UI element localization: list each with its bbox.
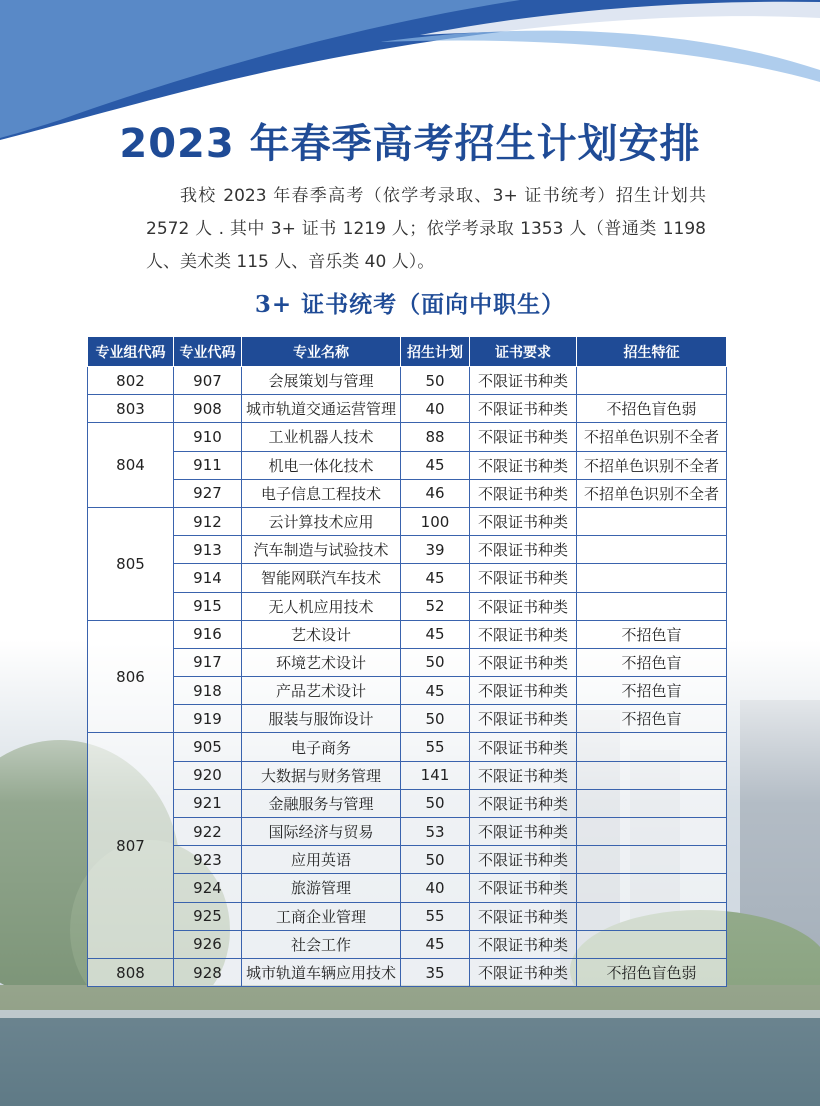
plan-count-cell: 45 (401, 620, 470, 648)
table-row (88, 705, 727, 733)
major-name-cell: 工商企业管理 (242, 902, 401, 930)
table-row (88, 874, 727, 902)
table-row (88, 507, 727, 535)
major-code-cell: 923 (174, 846, 242, 874)
feature-cell (577, 733, 727, 761)
major-code-cell: 908 (174, 395, 242, 423)
major-name-cell: 应用英语 (242, 846, 401, 874)
cert-requirement-cell: 不限证书种类 (470, 367, 577, 395)
plan-count-cell: 55 (401, 733, 470, 761)
cert-requirement-cell: 不限证书种类 (470, 677, 577, 705)
group-code-cell: 805 (88, 507, 174, 620)
major-name-cell: 艺术设计 (242, 620, 401, 648)
plan-count-cell: 40 (401, 395, 470, 423)
table-header-row (88, 337, 727, 367)
plan-count-cell: 50 (401, 648, 470, 676)
table-row (88, 451, 727, 479)
header-major-name: 专业名称 (242, 337, 401, 367)
plan-count-cell: 39 (401, 536, 470, 564)
cert-requirement-cell: 不限证书种类 (470, 930, 577, 958)
plan-count-cell: 50 (401, 789, 470, 817)
cert-requirement-cell: 不限证书种类 (470, 902, 577, 930)
major-name-cell: 国际经济与贸易 (242, 818, 401, 846)
feature-cell (577, 818, 727, 846)
feature-cell (577, 761, 727, 789)
major-name-cell: 旅游管理 (242, 874, 401, 902)
plan-count-cell: 46 (401, 479, 470, 507)
feature-cell: 不招单色识别不全者 (577, 451, 727, 479)
major-code-cell: 926 (174, 930, 242, 958)
plan-count-cell: 40 (401, 874, 470, 902)
plan-count-cell: 50 (401, 846, 470, 874)
major-code-cell: 911 (174, 451, 242, 479)
table-row (88, 648, 727, 676)
major-code-cell: 922 (174, 818, 242, 846)
cert-requirement-cell: 不限证书种类 (470, 620, 577, 648)
section-subtitle: 3+ 证书统考（面向中职生） (254, 291, 566, 318)
group-code-cell: 807 (88, 733, 174, 959)
cert-requirement-cell: 不限证书种类 (470, 761, 577, 789)
major-code-cell: 924 (174, 874, 242, 902)
table-row (88, 789, 727, 817)
major-name-cell: 工业机器人技术 (242, 423, 401, 451)
plan-count-cell: 100 (401, 507, 470, 535)
feature-cell (577, 507, 727, 535)
plan-count-cell: 45 (401, 451, 470, 479)
feature-cell (577, 367, 727, 395)
cert-requirement-cell: 不限证书种类 (470, 733, 577, 761)
table-row (88, 367, 727, 395)
major-code-cell: 925 (174, 902, 242, 930)
group-code-cell: 804 (88, 423, 174, 508)
table-row (88, 677, 727, 705)
major-code-cell: 916 (174, 620, 242, 648)
table-row (88, 733, 727, 761)
plan-count-cell: 52 (401, 592, 470, 620)
plan-count-cell: 55 (401, 902, 470, 930)
table-row (88, 423, 727, 451)
cert-requirement-cell: 不限证书种类 (470, 479, 577, 507)
table-row (88, 761, 727, 789)
major-name-cell: 云计算技术应用 (242, 507, 401, 535)
plan-count-cell: 88 (401, 423, 470, 451)
feature-cell: 不招单色识别不全者 (577, 479, 727, 507)
major-name-cell: 无人机应用技术 (242, 592, 401, 620)
feature-cell: 不招色盲 (577, 705, 727, 733)
major-code-cell: 921 (174, 789, 242, 817)
feature-cell: 不招色盲 (577, 648, 727, 676)
cert-requirement-cell: 不限证书种类 (470, 423, 577, 451)
major-name-cell: 大数据与财务管理 (242, 761, 401, 789)
major-code-cell: 919 (174, 705, 242, 733)
plan-count-cell: 141 (401, 761, 470, 789)
major-name-cell: 服装与服饰设计 (242, 705, 401, 733)
major-name-cell: 电子商务 (242, 733, 401, 761)
group-code-cell: 808 (88, 958, 174, 986)
feature-cell (577, 789, 727, 817)
table-body (88, 367, 727, 987)
table-row (88, 620, 727, 648)
header-plan: 招生计划 (401, 337, 470, 367)
feature-cell: 不招色盲 (577, 677, 727, 705)
plan-count-cell: 50 (401, 367, 470, 395)
major-name-cell: 会展策划与管理 (242, 367, 401, 395)
major-code-cell: 910 (174, 423, 242, 451)
major-name-cell: 社会工作 (242, 930, 401, 958)
plan-count-cell: 45 (401, 564, 470, 592)
major-name-cell: 智能网联汽车技术 (242, 564, 401, 592)
group-code-cell: 806 (88, 620, 174, 733)
cert-requirement-cell: 不限证书种类 (470, 564, 577, 592)
major-code-cell: 918 (174, 677, 242, 705)
major-code-cell: 915 (174, 592, 242, 620)
plan-count-cell: 50 (401, 705, 470, 733)
major-name-cell: 产品艺术设计 (242, 677, 401, 705)
table-row (88, 958, 727, 986)
cert-requirement-cell: 不限证书种类 (470, 818, 577, 846)
table-row (88, 846, 727, 874)
major-code-cell: 917 (174, 648, 242, 676)
major-code-cell: 905 (174, 733, 242, 761)
cert-requirement-cell: 不限证书种类 (470, 507, 577, 535)
table-row (88, 479, 727, 507)
cert-requirement-cell: 不限证书种类 (470, 874, 577, 902)
plan-count-cell: 35 (401, 958, 470, 986)
cert-requirement-cell: 不限证书种类 (470, 705, 577, 733)
feature-cell (577, 592, 727, 620)
cert-requirement-cell: 不限证书种类 (470, 846, 577, 874)
cert-requirement-cell: 不限证书种类 (470, 648, 577, 676)
feature-cell (577, 564, 727, 592)
major-code-cell: 913 (174, 536, 242, 564)
major-name-cell: 机电一体化技术 (242, 451, 401, 479)
feature-cell (577, 846, 727, 874)
table-row (88, 818, 727, 846)
major-name-cell: 汽车制造与试验技术 (242, 536, 401, 564)
cert-requirement-cell: 不限证书种类 (470, 958, 577, 986)
table-row (88, 395, 727, 423)
cert-requirement-cell: 不限证书种类 (470, 451, 577, 479)
major-code-cell: 912 (174, 507, 242, 535)
major-name-cell: 城市轨道车辆应用技术 (242, 958, 401, 986)
header-cert: 证书要求 (470, 337, 577, 367)
major-name-cell: 城市轨道交通运营管理 (242, 395, 401, 423)
header-major-code: 专业代码 (174, 337, 242, 367)
major-code-cell: 907 (174, 367, 242, 395)
feature-cell: 不招单色识别不全者 (577, 423, 727, 451)
feature-cell (577, 930, 727, 958)
feature-cell (577, 874, 727, 902)
intro-paragraph: 我校 2023 年春季高考（依学考录取、3+ 证书统考）招生计划共 2572 人 . 其中 3+ 证书 1219 人；依学考录取 1353 人（普通类 1198 人、美术类 115 人、音乐类 40 人）。 (146, 186, 706, 272)
major-code-cell: 920 (174, 761, 242, 789)
header-feature: 招生特征 (577, 337, 727, 367)
feature-cell: 不招色盲色弱 (577, 958, 727, 986)
table-row (88, 564, 727, 592)
feature-cell (577, 902, 727, 930)
major-code-cell: 914 (174, 564, 242, 592)
feature-cell: 不招色盲 (577, 620, 727, 648)
cert-requirement-cell: 不限证书种类 (470, 395, 577, 423)
major-code-cell: 928 (174, 958, 242, 986)
major-name-cell: 环境艺术设计 (242, 648, 401, 676)
table-row (88, 536, 727, 564)
table-row (88, 592, 727, 620)
page-title: 2023 年春季高考招生计划安排 (119, 121, 701, 167)
plan-count-cell: 45 (401, 677, 470, 705)
major-code-cell: 927 (174, 479, 242, 507)
major-name-cell: 金融服务与管理 (242, 789, 401, 817)
feature-cell: 不招色盲色弱 (577, 395, 727, 423)
feature-cell (577, 536, 727, 564)
plan-count-cell: 45 (401, 930, 470, 958)
cert-requirement-cell: 不限证书种类 (470, 789, 577, 817)
header-group-code: 专业组代码 (88, 337, 174, 367)
group-code-cell: 803 (88, 395, 174, 423)
group-code-cell: 802 (88, 367, 174, 395)
cert-requirement-cell: 不限证书种类 (470, 592, 577, 620)
cert-requirement-cell: 不限证书种类 (470, 536, 577, 564)
plan-count-cell: 53 (401, 818, 470, 846)
table-row (88, 930, 727, 958)
major-name-cell: 电子信息工程技术 (242, 479, 401, 507)
enrollment-plan-table (87, 336, 727, 987)
table-row (88, 902, 727, 930)
